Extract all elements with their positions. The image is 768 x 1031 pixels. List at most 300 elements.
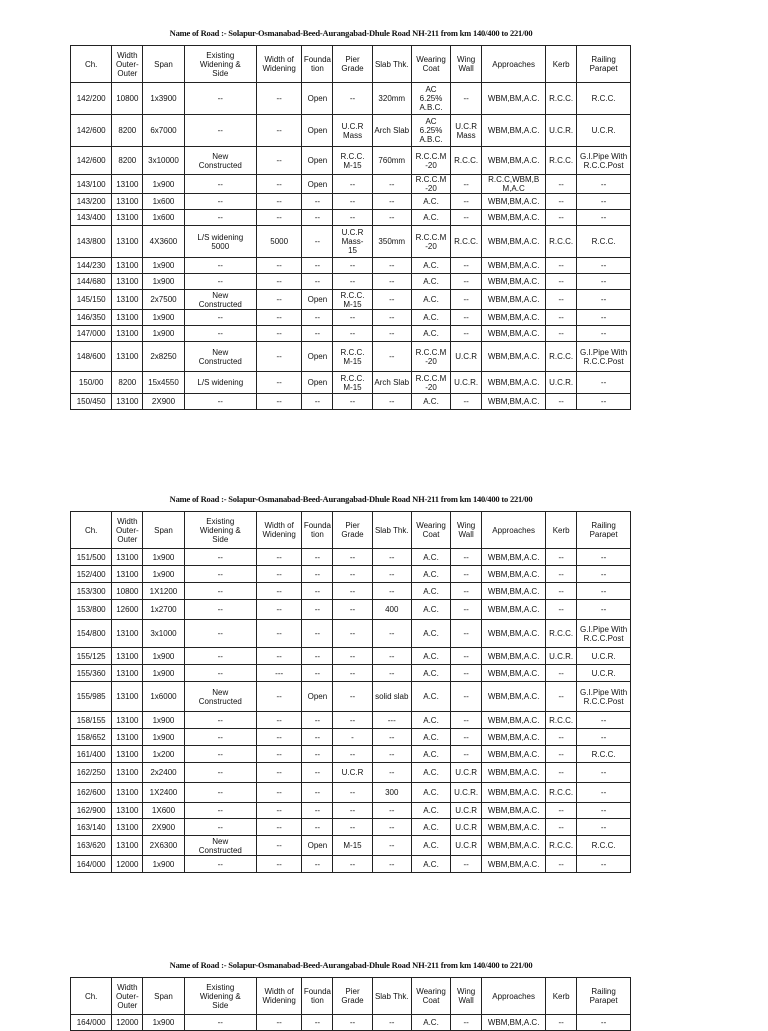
cell-approaches: WBM,BM,A.C. <box>482 194 546 210</box>
cell-railing-parapet: -- <box>577 712 631 729</box>
cell-pier-grade: -- <box>333 803 372 819</box>
column-header-foundation: Founda tion <box>302 512 333 549</box>
cell-width-of-widening: -- <box>256 115 301 147</box>
cell-existing-widening: -- <box>184 600 256 620</box>
table-row <box>71 836 631 856</box>
cell-width-of-widening: -- <box>256 326 301 342</box>
cell-width-outer: 13100 <box>112 258 143 274</box>
column-header-kerb: Kerb <box>546 46 577 83</box>
cell-foundation: -- <box>302 819 333 836</box>
cell-foundation: Open <box>302 115 333 147</box>
cell-slab-thk: -- <box>372 258 411 274</box>
cell-span: 1x900 <box>143 729 184 746</box>
cell-span: 1x600 <box>143 194 184 210</box>
cell-foundation: Open <box>302 342 333 372</box>
cell-kerb: -- <box>546 290 577 310</box>
cell-span: 3x1000 <box>143 620 184 648</box>
cell-existing-widening: -- <box>184 746 256 763</box>
cell-approaches: WBM,BM,A.C. <box>482 326 546 342</box>
cell-wing-wall: U.C.R. <box>451 783 482 803</box>
cell-span: 1X600 <box>143 803 184 819</box>
cell-foundation: Open <box>302 290 333 310</box>
cell-width-outer: 13100 <box>112 648 143 665</box>
bridge-table-1 <box>70 45 631 410</box>
cell-railing-parapet: U.C.R. <box>577 115 631 147</box>
cell-width-outer: 13100 <box>112 194 143 210</box>
cell-slab-thk: -- <box>372 763 411 783</box>
cell-approaches: WBM,BM,A.C. <box>482 856 546 873</box>
cell-wearing-coat: A.C. <box>411 682 450 712</box>
cell-width-of-widening: -- <box>256 566 301 583</box>
cell-wearing-coat: A.C. <box>411 819 450 836</box>
cell-width-outer: 12000 <box>112 1015 143 1031</box>
cell-foundation: -- <box>302 803 333 819</box>
table-row <box>71 226 631 258</box>
cell-width-outer: 13100 <box>112 549 143 566</box>
cell-railing-parapet: -- <box>577 372 631 394</box>
cell-pier-grade: U.C.R Mass- 15 <box>333 226 372 258</box>
cell-span: 4X3600 <box>143 226 184 258</box>
cell-ch: 145/150 <box>71 290 112 310</box>
cell-approaches: WBM,BM,A.C. <box>482 83 546 115</box>
cell-width-outer: 13100 <box>112 665 143 682</box>
table-row <box>71 783 631 803</box>
cell-wearing-coat: R.C.C.M -20 <box>411 342 450 372</box>
cell-approaches: WBM,BM,A.C. <box>482 342 546 372</box>
cell-width-of-widening: -- <box>256 803 301 819</box>
cell-width-of-widening: -- <box>256 620 301 648</box>
cell-approaches: WBM,BM,A.C. <box>482 620 546 648</box>
cell-kerb: -- <box>546 819 577 836</box>
cell-ch: 144/680 <box>71 274 112 290</box>
cell-slab-thk: -- <box>372 290 411 310</box>
cell-wearing-coat: A.C. <box>411 803 450 819</box>
cell-span: 1x3900 <box>143 83 184 115</box>
column-header-span: Span <box>143 46 184 83</box>
cell-wearing-coat: A.C. <box>411 566 450 583</box>
cell-wing-wall: -- <box>451 194 482 210</box>
cell-approaches: WBM,BM,A.C. <box>482 115 546 147</box>
cell-kerb: -- <box>546 746 577 763</box>
cell-foundation: -- <box>302 600 333 620</box>
column-header-approaches: Approaches <box>482 978 546 1015</box>
table-row <box>71 856 631 873</box>
cell-width-of-widening: -- <box>256 394 301 410</box>
cell-slab-thk: 320mm <box>372 83 411 115</box>
table-row <box>71 1015 631 1031</box>
cell-slab-thk: -- <box>372 274 411 290</box>
cell-slab-thk: -- <box>372 549 411 566</box>
cell-width-outer: 12600 <box>112 600 143 620</box>
column-header-width-outer: Width Outer- Outer <box>112 978 143 1015</box>
cell-wearing-coat: A.C. <box>411 783 450 803</box>
table-row <box>71 210 631 226</box>
cell-wearing-coat: A.C. <box>411 856 450 873</box>
cell-width-outer: 8200 <box>112 372 143 394</box>
page-title: Name of Road :- Solapur-Osmanabad-Beed-Aurangabad-Dhule Road NH-211 from km 140/400 to 221/00 <box>169 960 533 970</box>
cell-approaches: WBM,BM,A.C. <box>482 226 546 258</box>
cell-ch: 142/600 <box>71 115 112 147</box>
cell-span: 1x900 <box>143 566 184 583</box>
cell-existing-widening: -- <box>184 819 256 836</box>
cell-width-outer: 13100 <box>112 836 143 856</box>
cell-wing-wall: -- <box>451 310 482 326</box>
cell-ch: 147/000 <box>71 326 112 342</box>
column-header-railing-parapet: Railing Parapet <box>577 46 631 83</box>
cell-existing-widening: -- <box>184 210 256 226</box>
cell-wing-wall: U.C.R. <box>451 372 482 394</box>
cell-slab-thk: -- <box>372 620 411 648</box>
cell-width-outer: 12000 <box>112 856 143 873</box>
cell-foundation: -- <box>302 394 333 410</box>
cell-wearing-coat: AC 6.25% A.B.C. <box>411 115 450 147</box>
cell-ch: 143/800 <box>71 226 112 258</box>
cell-kerb: R.C.C. <box>546 342 577 372</box>
cell-existing-widening: -- <box>184 115 256 147</box>
cell-width-of-widening: -- <box>256 746 301 763</box>
cell-slab-thk: -- <box>372 583 411 600</box>
cell-pier-grade: -- <box>333 682 372 712</box>
cell-kerb: R.C.C. <box>546 712 577 729</box>
cell-pier-grade: -- <box>333 210 372 226</box>
column-header-ch: Ch. <box>71 46 112 83</box>
cell-slab-thk: -- <box>372 819 411 836</box>
cell-wing-wall: -- <box>451 712 482 729</box>
cell-width-of-widening: -- <box>256 836 301 856</box>
cell-span: 1x6000 <box>143 682 184 712</box>
column-header-wearing-coat: Wearing Coat <box>411 978 450 1015</box>
cell-kerb: R.C.C. <box>546 783 577 803</box>
cell-ch: 142/200 <box>71 83 112 115</box>
cell-kerb: -- <box>546 326 577 342</box>
cell-pier-grade: -- <box>333 83 372 115</box>
cell-existing-widening: -- <box>184 648 256 665</box>
cell-pier-grade: -- <box>333 326 372 342</box>
column-header-existing-widening: Existing Widening & Side <box>184 46 256 83</box>
cell-span: 2x8250 <box>143 342 184 372</box>
cell-width-outer: 13100 <box>112 712 143 729</box>
cell-wing-wall: -- <box>451 1015 482 1031</box>
cell-kerb: R.C.C. <box>546 836 577 856</box>
cell-width-outer: 13100 <box>112 326 143 342</box>
cell-width-outer: 13100 <box>112 310 143 326</box>
cell-width-of-widening: -- <box>256 372 301 394</box>
cell-pier-grade: -- <box>333 274 372 290</box>
column-header-wearing-coat: Wearing Coat <box>411 46 450 83</box>
cell-wing-wall: -- <box>451 729 482 746</box>
cell-kerb: R.C.C. <box>546 226 577 258</box>
cell-width-of-widening: -- <box>256 600 301 620</box>
cell-pier-grade: -- <box>333 620 372 648</box>
bridge-table-3 <box>70 977 631 1031</box>
cell-wing-wall: -- <box>451 274 482 290</box>
cell-wing-wall: -- <box>451 600 482 620</box>
column-header-wing-wall: Wing Wall <box>451 46 482 83</box>
bridge-table-2 <box>70 511 631 873</box>
cell-wearing-coat: A.C. <box>411 210 450 226</box>
cell-width-outer: 10800 <box>112 83 143 115</box>
cell-existing-widening: L/S widening <box>184 372 256 394</box>
cell-slab-thk: -- <box>372 175 411 194</box>
cell-slab-thk: -- <box>372 194 411 210</box>
cell-width-of-widening: -- <box>256 274 301 290</box>
cell-ch: 162/900 <box>71 803 112 819</box>
cell-railing-parapet: -- <box>577 194 631 210</box>
cell-railing-parapet: -- <box>577 394 631 410</box>
cell-railing-parapet: -- <box>577 729 631 746</box>
column-header-slab-thk: Slab Thk. <box>372 46 411 83</box>
cell-slab-thk: -- <box>372 856 411 873</box>
cell-width-of-widening: -- <box>256 783 301 803</box>
cell-wearing-coat: A.C. <box>411 310 450 326</box>
table-row <box>71 566 631 583</box>
cell-railing-parapet: -- <box>577 310 631 326</box>
cell-span: 1x900 <box>143 175 184 194</box>
cell-pier-grade: -- <box>333 1015 372 1031</box>
cell-approaches: WBM,BM,A.C. <box>482 682 546 712</box>
column-header-width-outer: Width Outer- Outer <box>112 512 143 549</box>
cell-railing-parapet: G.I.Pipe With R.C.C.Post <box>577 147 631 175</box>
cell-width-of-widening: -- <box>256 712 301 729</box>
cell-wing-wall: -- <box>451 856 482 873</box>
cell-pier-grade: -- <box>333 665 372 682</box>
column-header-railing-parapet: Railing Parapet <box>577 512 631 549</box>
cell-ch: 143/200 <box>71 194 112 210</box>
column-header-railing-parapet: Railing Parapet <box>577 978 631 1015</box>
cell-wearing-coat: A.C. <box>411 836 450 856</box>
cell-ch: 162/250 <box>71 763 112 783</box>
cell-slab-thk: -- <box>372 648 411 665</box>
cell-wing-wall: -- <box>451 326 482 342</box>
cell-existing-widening: New Constructed <box>184 290 256 310</box>
cell-existing-widening: New Constructed <box>184 836 256 856</box>
cell-span: 2X6300 <box>143 836 184 856</box>
cell-existing-widening: New Constructed <box>184 342 256 372</box>
cell-ch: 162/600 <box>71 783 112 803</box>
page-title: Name of Road :- Solapur-Osmanabad-Beed-Aurangabad-Dhule Road NH-211 from km 140/400 to 221/00 <box>169 28 533 38</box>
table-row <box>71 310 631 326</box>
cell-existing-widening: L/S widening 5000 <box>184 226 256 258</box>
column-header-span: Span <box>143 978 184 1015</box>
cell-foundation: -- <box>302 648 333 665</box>
cell-kerb: -- <box>546 729 577 746</box>
cell-pier-grade: -- <box>333 856 372 873</box>
cell-span: 1x900 <box>143 258 184 274</box>
cell-foundation: -- <box>302 310 333 326</box>
cell-foundation: Open <box>302 83 333 115</box>
column-header-span: Span <box>143 512 184 549</box>
cell-span: 1X1200 <box>143 583 184 600</box>
cell-approaches: WBM,BM,A.C. <box>482 210 546 226</box>
table-row <box>71 394 631 410</box>
cell-railing-parapet: R.C.C. <box>577 836 631 856</box>
cell-slab-thk: -- <box>372 310 411 326</box>
cell-existing-widening: New Constructed <box>184 682 256 712</box>
cell-width-outer: 13100 <box>112 783 143 803</box>
cell-width-outer: 13100 <box>112 342 143 372</box>
cell-width-of-widening: -- <box>256 763 301 783</box>
cell-wing-wall: -- <box>451 549 482 566</box>
cell-pier-grade: -- <box>333 819 372 836</box>
cell-pier-grade: R.C.C. M-15 <box>333 147 372 175</box>
cell-width-outer: 13100 <box>112 803 143 819</box>
cell-approaches: R.C.C,WBM,B M,A.C <box>482 175 546 194</box>
cell-ch: 163/620 <box>71 836 112 856</box>
cell-width-outer: 13100 <box>112 682 143 712</box>
cell-span: 3x10000 <box>143 147 184 175</box>
cell-pier-grade: -- <box>333 783 372 803</box>
cell-pier-grade: U.C.R <box>333 763 372 783</box>
cell-existing-widening: -- <box>184 83 256 115</box>
cell-wearing-coat: A.C. <box>411 712 450 729</box>
cell-existing-widening: -- <box>184 326 256 342</box>
cell-width-of-widening: -- <box>256 856 301 873</box>
cell-width-outer: 13100 <box>112 620 143 648</box>
cell-span: 2X900 <box>143 394 184 410</box>
cell-existing-widening: -- <box>184 258 256 274</box>
cell-wing-wall: -- <box>451 566 482 583</box>
table-row <box>71 326 631 342</box>
cell-foundation: -- <box>302 620 333 648</box>
cell-width-outer: 13100 <box>112 274 143 290</box>
cell-approaches: WBM,BM,A.C. <box>482 783 546 803</box>
cell-ch: 161/400 <box>71 746 112 763</box>
header-row <box>71 46 631 83</box>
cell-wearing-coat: A.C. <box>411 258 450 274</box>
cell-ch: 143/400 <box>71 210 112 226</box>
cell-railing-parapet: U.C.R. <box>577 665 631 682</box>
cell-wing-wall: U.C.R <box>451 819 482 836</box>
cell-kerb: -- <box>546 394 577 410</box>
cell-ch: 151/500 <box>71 549 112 566</box>
cell-foundation: -- <box>302 549 333 566</box>
cell-railing-parapet: R.C.C. <box>577 226 631 258</box>
table-row <box>71 258 631 274</box>
cell-kerb: -- <box>546 175 577 194</box>
cell-ch: 164/000 <box>71 856 112 873</box>
cell-pier-grade: -- <box>333 583 372 600</box>
cell-ch: 142/600 <box>71 147 112 175</box>
cell-wing-wall: -- <box>451 394 482 410</box>
table-row <box>71 729 631 746</box>
cell-width-outer: 13100 <box>112 746 143 763</box>
cell-approaches: WBM,BM,A.C. <box>482 394 546 410</box>
cell-pier-grade: -- <box>333 258 372 274</box>
cell-existing-widening: -- <box>184 763 256 783</box>
cell-kerb: R.C.C. <box>546 620 577 648</box>
cell-railing-parapet: G.I.Pipe With R.C.C.Post <box>577 342 631 372</box>
cell-railing-parapet: G.I.Pipe With R.C.C.Post <box>577 682 631 712</box>
cell-existing-widening: -- <box>184 620 256 648</box>
cell-railing-parapet: -- <box>577 819 631 836</box>
cell-railing-parapet: -- <box>577 326 631 342</box>
table-row <box>71 194 631 210</box>
cell-kerb: R.C.C. <box>546 83 577 115</box>
header-row <box>71 978 631 1015</box>
table-row <box>71 746 631 763</box>
cell-foundation: -- <box>302 665 333 682</box>
cell-railing-parapet: -- <box>577 600 631 620</box>
table-row <box>71 819 631 836</box>
cell-approaches: WBM,BM,A.C. <box>482 665 546 682</box>
table-row <box>71 763 631 783</box>
cell-slab-thk: 350mm <box>372 226 411 258</box>
cell-width-of-widening: -- <box>256 83 301 115</box>
cell-wearing-coat: A.C. <box>411 326 450 342</box>
column-header-approaches: Approaches <box>482 512 546 549</box>
cell-span: 1x2700 <box>143 600 184 620</box>
cell-approaches: WBM,BM,A.C. <box>482 712 546 729</box>
cell-existing-widening: -- <box>184 566 256 583</box>
cell-railing-parapet: -- <box>577 290 631 310</box>
table-row <box>71 682 631 712</box>
cell-railing-parapet: G.I.Pipe With R.C.C.Post <box>577 620 631 648</box>
column-header-slab-thk: Slab Thk. <box>372 512 411 549</box>
cell-pier-grade: -- <box>333 310 372 326</box>
cell-foundation: -- <box>302 274 333 290</box>
cell-railing-parapet: -- <box>577 763 631 783</box>
cell-slab-thk: Arch Slab <box>372 372 411 394</box>
cell-ch: 158/155 <box>71 712 112 729</box>
cell-foundation: -- <box>302 856 333 873</box>
cell-foundation: -- <box>302 763 333 783</box>
cell-slab-thk: Arch Slab <box>372 115 411 147</box>
cell-slab-thk: -- <box>372 665 411 682</box>
cell-approaches: WBM,BM,A.C. <box>482 729 546 746</box>
cell-wearing-coat: A.C. <box>411 600 450 620</box>
column-header-width-of-widening: Width of Widening <box>256 978 301 1015</box>
cell-wing-wall: -- <box>451 210 482 226</box>
cell-kerb: -- <box>546 549 577 566</box>
cell-width-of-widening: -- <box>256 175 301 194</box>
cell-existing-widening: -- <box>184 310 256 326</box>
cell-span: 1x900 <box>143 549 184 566</box>
cell-span: 2x7500 <box>143 290 184 310</box>
cell-wing-wall: -- <box>451 258 482 274</box>
cell-slab-thk: -- <box>372 326 411 342</box>
cell-approaches: WBM,BM,A.C. <box>482 746 546 763</box>
cell-kerb: -- <box>546 803 577 819</box>
cell-kerb: U.C.R. <box>546 648 577 665</box>
cell-slab-thk: -- <box>372 342 411 372</box>
cell-approaches: WBM,BM,A.C. <box>482 290 546 310</box>
cell-ch: 155/125 <box>71 648 112 665</box>
cell-approaches: WBM,BM,A.C. <box>482 763 546 783</box>
cell-railing-parapet: -- <box>577 803 631 819</box>
cell-ch: 155/360 <box>71 665 112 682</box>
cell-span: 1x900 <box>143 326 184 342</box>
cell-approaches: WBM,BM,A.C. <box>482 600 546 620</box>
cell-railing-parapet: R.C.C. <box>577 746 631 763</box>
cell-wearing-coat: R.C.C.M -20 <box>411 226 450 258</box>
table-row <box>71 620 631 648</box>
table-row <box>71 147 631 175</box>
cell-approaches: WBM,BM,A.C. <box>482 310 546 326</box>
cell-ch: 144/230 <box>71 258 112 274</box>
cell-railing-parapet: -- <box>577 583 631 600</box>
cell-existing-widening: -- <box>184 549 256 566</box>
page-title: Name of Road :- Solapur-Osmanabad-Beed-Aurangabad-Dhule Road NH-211 from km 140/400 to 221/00 <box>169 494 533 504</box>
cell-wearing-coat: R.C.C.M -20 <box>411 372 450 394</box>
cell-approaches: WBM,BM,A.C. <box>482 258 546 274</box>
cell-span: 1X2400 <box>143 783 184 803</box>
column-header-width-of-widening: Width of Widening <box>256 46 301 83</box>
table-row <box>71 83 631 115</box>
cell-kerb: -- <box>546 258 577 274</box>
cell-pier-grade: -- <box>333 394 372 410</box>
cell-slab-thk: -- <box>372 394 411 410</box>
cell-ch: 158/652 <box>71 729 112 746</box>
